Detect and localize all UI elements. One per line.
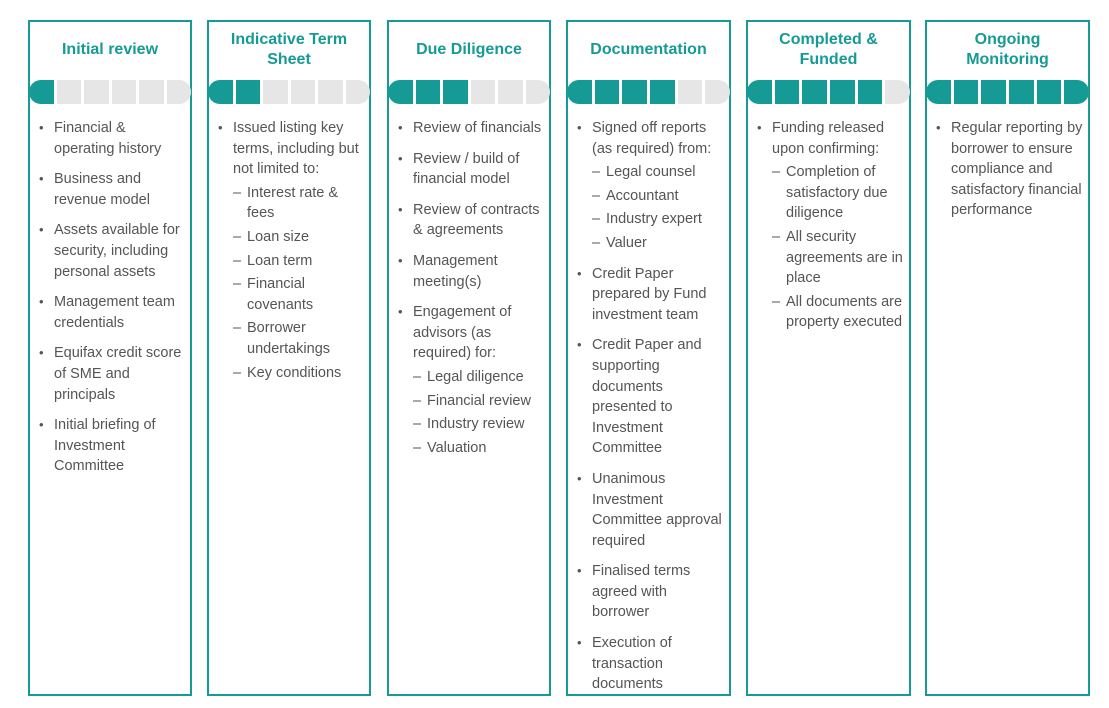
sub-bullet-item: – Industry expert bbox=[592, 209, 725, 230]
progress-segment-filled bbox=[236, 80, 261, 104]
sub-bullet-item: – Interest rate & fees bbox=[233, 183, 365, 224]
bullet-item bbox=[576, 561, 725, 623]
stage-title: Indicative Term Sheet bbox=[230, 31, 348, 68]
bullet-text: Management team credentials bbox=[54, 294, 175, 331]
progress-segment-empty bbox=[291, 80, 316, 104]
sub-bullet-list bbox=[413, 367, 545, 458]
sub-bullet-item: – Financial review bbox=[413, 391, 545, 412]
bullet-text: Credit Paper and supporting documents presented to Investment Committee bbox=[592, 337, 702, 457]
progress-segment-empty bbox=[318, 80, 343, 104]
progress-segment-empty bbox=[526, 80, 551, 104]
bullet-item bbox=[576, 469, 725, 551]
stage-bullet-list bbox=[576, 118, 725, 705]
stage-column-ongoing-monitoring bbox=[925, 20, 1090, 696]
bullet-item bbox=[38, 292, 186, 333]
bullet-text: Signed off reports (as required) from: bbox=[592, 120, 712, 157]
bullet-text: Review of financials bbox=[413, 120, 542, 136]
progress-segment-empty bbox=[705, 80, 730, 104]
bullet-text: Funding released upon confirming: bbox=[772, 120, 885, 157]
stage-title: Documentation bbox=[590, 41, 707, 58]
bullet-text: Financial & operating history bbox=[54, 120, 162, 157]
progress-segment-filled bbox=[830, 80, 855, 104]
progress-segment-filled bbox=[775, 80, 800, 104]
stage-title: Ongoing Monitoring bbox=[966, 31, 1049, 68]
bullet-text: Initial briefing of Investment Committee bbox=[54, 417, 156, 475]
bullet-text: Finalised terms agreed with borrower bbox=[592, 563, 691, 621]
progress-segment-empty bbox=[498, 80, 523, 104]
sub-bullet-item: – All security agreements are in place bbox=[772, 227, 905, 289]
stage-bullet-list bbox=[935, 118, 1084, 231]
sub-bullet-item: – Key conditions bbox=[233, 363, 365, 384]
stage-bullet-list bbox=[217, 118, 365, 393]
bullet-item bbox=[397, 118, 545, 139]
progress-segment-filled bbox=[595, 80, 620, 104]
bullet-text: Issued listing key terms, including but not limited to: bbox=[233, 120, 359, 178]
stage-bullet-list bbox=[756, 118, 905, 343]
progress-segment-filled bbox=[926, 80, 951, 104]
progress-segment-filled bbox=[208, 80, 233, 104]
progress-segment-empty bbox=[112, 80, 137, 104]
bullet-item bbox=[38, 415, 186, 477]
sub-bullet-list bbox=[772, 162, 905, 333]
bullet-item bbox=[576, 335, 725, 459]
bullet-text: Business and revenue model bbox=[54, 171, 150, 208]
bullet-text: Assets available for security, including personal assets bbox=[54, 222, 180, 280]
progress-segment-filled bbox=[1009, 80, 1034, 104]
sub-bullet-item: – Borrower undertakings bbox=[233, 318, 365, 359]
progress-segment-empty bbox=[471, 80, 496, 104]
stage-bullet-list bbox=[397, 118, 545, 468]
bullet-text: Equifax credit score of SME and principals bbox=[54, 345, 182, 403]
bullet-text: Regular reporting by borrower to ensure compliance and satisfactory financial performance bbox=[951, 120, 1083, 219]
progress-segment-filled bbox=[416, 80, 441, 104]
progress-segment-empty bbox=[346, 80, 371, 104]
sub-bullet-item: – Financial covenants bbox=[233, 274, 365, 315]
progress-segment-filled bbox=[29, 80, 54, 104]
progress-segment-filled bbox=[858, 80, 883, 104]
bullet-text: Review / build of financial model bbox=[413, 150, 520, 188]
bullet-item bbox=[935, 118, 1084, 221]
stage-column-due-diligence bbox=[387, 20, 551, 696]
progress-segment-empty bbox=[263, 80, 288, 104]
bullet-text: Engagement of advisors (as required) for: bbox=[413, 304, 512, 362]
sub-bullet-item: – All documents are property executed bbox=[772, 292, 905, 333]
sub-bullet-item: – Accountant bbox=[592, 186, 725, 207]
progress-segment-empty bbox=[139, 80, 164, 104]
bullet-item bbox=[397, 251, 545, 292]
progress-segment-empty bbox=[678, 80, 703, 104]
stage-column-indicative-term-sheet bbox=[207, 20, 371, 696]
stage-column-documentation bbox=[566, 20, 731, 696]
progress-segment-filled bbox=[567, 80, 592, 104]
progress-segment-empty bbox=[84, 80, 109, 104]
sub-bullet-item: – Loan term bbox=[233, 251, 365, 272]
progress-segment-filled bbox=[954, 80, 979, 104]
sub-bullet-item: – Legal counsel bbox=[592, 162, 725, 183]
sub-bullet-item: – Valuer bbox=[592, 233, 725, 254]
stage-progress-bar bbox=[29, 80, 191, 104]
bullet-item bbox=[397, 302, 545, 458]
sub-bullet-list bbox=[592, 162, 725, 253]
progress-segment-filled bbox=[981, 80, 1006, 104]
bullet-item bbox=[38, 118, 186, 159]
stage-title: Initial review bbox=[61, 41, 159, 58]
stage-title: Completed & Funded bbox=[779, 31, 878, 68]
progress-segment-filled bbox=[802, 80, 827, 104]
progress-segment-empty bbox=[167, 80, 192, 104]
progress-segment-filled bbox=[1037, 80, 1062, 104]
progress-segment-empty bbox=[885, 80, 910, 104]
progress-segment-filled bbox=[622, 80, 647, 104]
bullet-item bbox=[397, 200, 545, 241]
stage-progress-bar bbox=[567, 80, 730, 104]
stage-progress-bar bbox=[208, 80, 370, 104]
bullet-item bbox=[38, 169, 186, 210]
bullet-item bbox=[217, 118, 365, 383]
stage-column-initial-review bbox=[28, 20, 192, 696]
sub-bullet-item: – Completion of satisfactory due diligence bbox=[772, 162, 905, 224]
stage-column-completed-funded bbox=[746, 20, 911, 696]
stage-progress-bar bbox=[926, 80, 1089, 104]
progress-segment-filled bbox=[747, 80, 772, 104]
sub-bullet-list bbox=[233, 183, 365, 383]
sub-bullet-item: – Legal diligence bbox=[413, 367, 545, 388]
progress-segment-filled bbox=[443, 80, 468, 104]
bullet-item bbox=[756, 118, 905, 333]
stage-progress-bar bbox=[747, 80, 910, 104]
bullet-text: Credit Paper prepared by Fund investment team bbox=[592, 265, 707, 323]
bullet-text: Review of contracts & agreements bbox=[413, 201, 540, 239]
bullet-item bbox=[576, 633, 725, 695]
bullet-item bbox=[576, 118, 725, 254]
bullet-item bbox=[38, 220, 186, 282]
bullet-text: Unanimous Investment Committee approval required bbox=[592, 470, 722, 549]
sub-bullet-item: – Valuation bbox=[413, 438, 545, 459]
progress-segment-filled bbox=[1064, 80, 1089, 104]
bullet-item bbox=[576, 264, 725, 326]
stage-bullet-list bbox=[38, 118, 186, 487]
sub-bullet-item: – Industry review bbox=[413, 414, 545, 435]
progress-segment-filled bbox=[388, 80, 413, 104]
progress-segment-filled bbox=[650, 80, 675, 104]
bullet-item bbox=[397, 149, 545, 190]
stage-progress-bar bbox=[388, 80, 550, 104]
bullet-text: Management meeting(s) bbox=[413, 252, 498, 290]
sub-bullet-item: – Loan size bbox=[233, 227, 365, 248]
bullet-item bbox=[38, 343, 186, 405]
stage-title: Due Diligence bbox=[416, 41, 522, 58]
bullet-text: Execution of transaction documents bbox=[592, 635, 672, 693]
progress-segment-empty bbox=[57, 80, 82, 104]
